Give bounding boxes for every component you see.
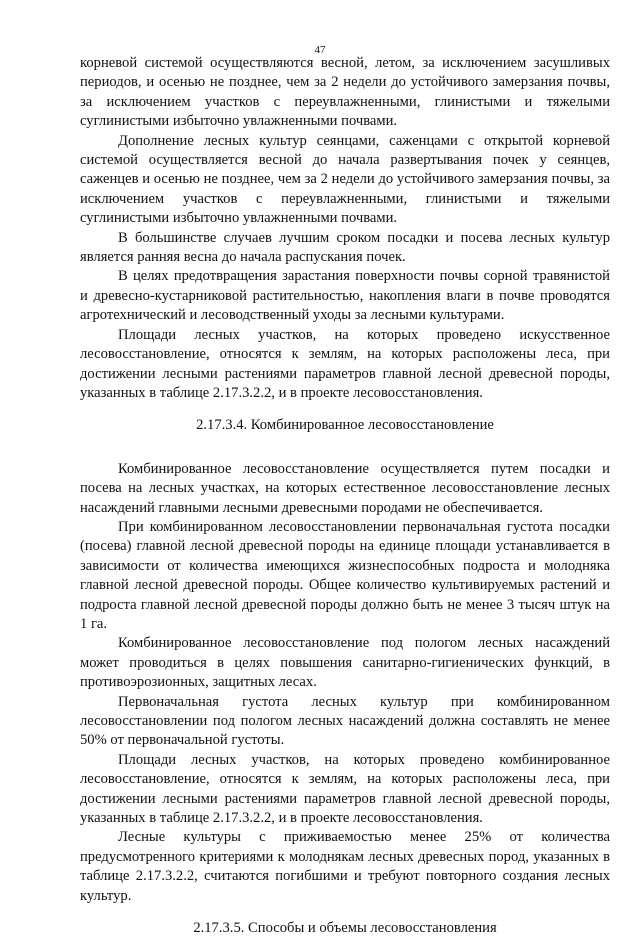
paragraph: Комбинированное лесовосстановление под пологом лесных насаждений может проводиться в целях повышения санитарно-гигиенических функций, в противоэрозионных, защитных лесах.	[80, 635, 610, 691]
paragraph: При комбинированном лесовосстановлении первоначальная густота посадки (посева) главной лесной древесной породы на единице площади устанавливается в зависимости от количества имеющихся жизнеспособных подроста и молодняка главной лесной древесной породы. Общее количество культивируемых растений и подроста главной лесной древесной породы должно быть не менее 3 тысяч штук на 1 га.	[80, 518, 610, 632]
page-number: 47	[314, 44, 326, 56]
paragraph: Площади лесных участков, на которых проведено комбинированное лесовосстановление, относятся к землям, на которых расположены леса, при достижении лесными растениями параметров главной лесной древесной породы, указанных в таблице 2.17.3.2.2, и в проекте лесовосстановления.	[80, 751, 610, 827]
paragraph: Комбинированное лесовосстановление осуществляется путем посадки и посева на лесных участках, на которых естественное лесовосстановление лесных насаждений главными лесными древесными породами не обеспечивается.	[80, 460, 610, 516]
paragraph: В целях предотвращения зарастания поверхности почвы сорной травянистой и древесно-кустарниковой растительностью, накопления влаги в почве проводятся агротехнический и лесоводственный уходы за лесными культурами.	[80, 268, 610, 324]
paragraph: Лесные культуры с приживаемостью менее 25% от количества предусмотренного критериями к молоднякам лесных древесных пород, указанных в таблице 2.17.3.2.2, считаются погибшими и требуют повторного создания лесных культур.	[80, 829, 610, 904]
paragraph: Первоначальная густота лесных культур при комбинированном лесовосстановлении под пологом лесных насаждений должна составлять не менее 50% от первоначальной густоты.	[80, 693, 610, 749]
paragraph: Дополнение лесных культур сеянцами, саженцами с открытой корневой системой осуществляется весной до начала развертывания почек у сеянцев, саженцев и осенью не позднее, чем за 2 недели до устойчивого замерзания почвы, за исключением участков с переувлажненными, глинистыми и тяжелыми суглинистыми избыточно увлажненными почвами.	[80, 132, 610, 227]
paragraph: В большинстве случаев лучшим сроком посадки и посева лесных культур является ранняя весна до начала распускания почек.	[80, 229, 610, 266]
paragraph: Площади лесных участков, на которых проведено искусственное лесовосстановление, относятся к землям, на которых расположены леса, при достижении лесными растениями параметров главной лесной древесной породы, указанных в таблице 2.17.3.2.2, и в проекте лесовосстановления.	[80, 326, 610, 401]
paragraph: корневой системой осуществляются весной, летом, за исключением засушливых периодов, и осенью не позднее, чем за 2 недели до устойчивого замерзания почвы, за исключением участков с переувлажненными, глинистыми и тяжелыми суглинистыми избыточно увлажненными почвами.	[80, 55, 610, 130]
document-body	[80, 54, 610, 938]
section-heading: 2.17.3.4. Комбинированное лесовосстановление	[196, 417, 494, 434]
section-heading: 2.17.3.5. Способы и объемы лесовосстановления	[193, 920, 497, 937]
